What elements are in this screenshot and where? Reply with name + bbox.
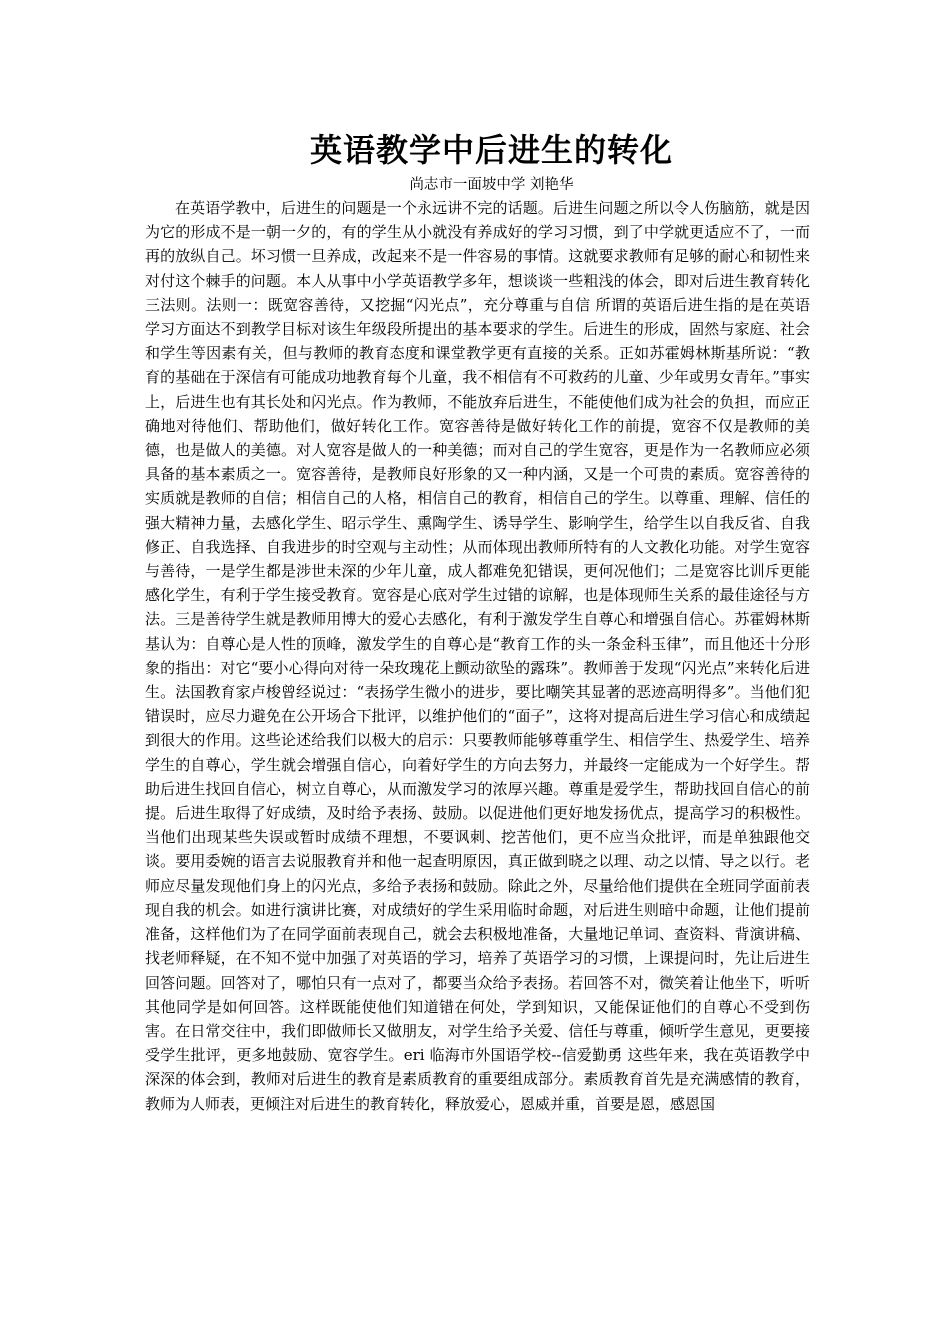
document-page [145,126,810,1116]
document-body: 在英语学教中，后进生的问题是一个永远讲不完的话题。后进生问题之所以令人伤脑筋，就是因为它的形成不是一朝一夕的，有的学生从小就没有养成好的学习习惯，到了中学就更适应不了，一而再的放纵自己。坏习惯一旦养成，改起来不是一件容易的事情。这就要求教师有足够的耐心和韧性来对付这个棘手的问题。本人从事中小学英语教学多年，想谈谈一些粗浅的体会，即对后进生教育转化三法则。法则一：既宽容善待，又挖掘“闪光点”，充分尊重与自信 所谓的英语后进生指的是在英语学习方面达不到教学目标对该生年级段所提出的基本要求的学生。后进生的形成，固然与家庭、社会和学生等因素有关，但与教师的教育态度和课堂教学更有直接的关系。正如苏霍姆林斯基所说：“教育的基础在于深信有可能成功地教育每个儿童，我不相信有不可救药的儿童、少年或男女青年。”事实上，后进生也有其长处和闪光点。作为教师，不能放弃后进生，不能使他们成为社会的负担，而应正确地对待他们、帮助他们，做好转化工作。宽容善待是做好转化工作的前提，宽容不仅是教师的美德，也是做人的美德。对人宽容是做人的一种美德；而对自己的学生宽容，更是作为一名教师应必须具备的基本素质之一。宽容善待，是教师良好形象的又一种内涵，又是一个可贵的素质。宽容善待的实质就是教师的自信；相信自己的人格，相信自己的教育，相信自己的学生。以尊重、理解、信任的强大精神力量，去感化学生、昭示学生、熏陶学生、诱导学生、影响学生，给学生以自我反省、自我修正、自我选择、自我进步的时空观与主动性；从而体现出教师所特有的人文教化功能。对学生宽容与善待，一是学生都是涉世未深的少年儿童，成人都难免犯错误，更何况他们；二是宽容比训斥更能感化学生，有利于学生接受教育。宽容是心底对学生过错的谅解，也是体现师生关系的最佳途径与方法。三是善待学生就是教师用博大的爱心去感化，有利于激发学生自尊心和增强自信心。苏霍姆林斯基认为：自尊心是人性的顶峰，激发学生的自尊心是“教育工作的头一条金科玉律”，而且他还十分形象的指出：对它“要小心得向对待一朵玫瑰花上颤动欲坠的露珠”。教师善于发现“闪光点”来转化后进生。法国教育家卢梭曾经说过：“表扬学生微小的进步，要比嘲笑其显著的恶迹高明得多”。当他们犯错误时，应尽力避免在公开场合下批评，以维护他们的“面子”，这将对提高后进生学习信心和成绩起到很大的作用。这些论述给我们以极大的启示：只要教师能够尊重学生、相信学生、热爱学生、培养学生的自尊心，学生就会增强自信心，向着好学生的方向去努力，并最终一定能成为一个好学生。帮助后进生找回自信心，树立自尊心，从而激发学习的浓厚兴趣。尊重是爱学生，帮助找回自信心的前提。后进生取得了好成绩，及时给予表扬、鼓励。以促进他们更好地发扬优点，提高学习的积极性。当他们出现某些失误或暂时成绩不理想，不要讽刺、挖苦他们，更不应当众批评，而是单独跟他交谈。要用委婉的语言去说服教育并和他一起查明原因，真正做到晓之以理、动之以情、导之以行。老师应尽量发现他们身上的闪光点，多给予表扬和鼓励。除此之外，尽量给他们提供在全班同学面前表现自我的机会。如进行演讲比赛，对成绩好的学生采用临时命题，对后进生则暗中命题，让他们提前准备，这样他们为了在同学面前表现自己，就会去积极地准备，大量地记单词、查资料、背演讲稿、找老师释疑，在不知不觉中加强了对英语的学习，培养了英语学习的习惯，上课提问时，先让后进生回答问题。回答对了，哪怕只有一点对了，都要当众给予表扬。若回答不对，微笑着让他坐下，听听其他同学是如何回答。这样既能使他们知道错在何处，学到知识，又能保证他们的自尊心不受到伤害。在日常交往中，我们即做师长又做朋友，对学生给予关爱、信任与尊重，倾听学生意见，更要接受学生批评，更多地鼓励、宽容学生。eri 临海市外国语学校--信爱勤勇 这些年来，我在英语教学中深深的体会到，教师对后进生的教育是素质教育的重要组成部分。素质教育首先是充满感情的教育，教师为人师表，更倾注对后进生的教育转化，释放爱心，恩威并重，首要是恩，感恩国 [145,199,810,1113]
document-byline: 尚志市一面坡中学 刘艳华 [409,177,574,193]
document-title: 英语教学中后进生的转化 [309,131,673,169]
